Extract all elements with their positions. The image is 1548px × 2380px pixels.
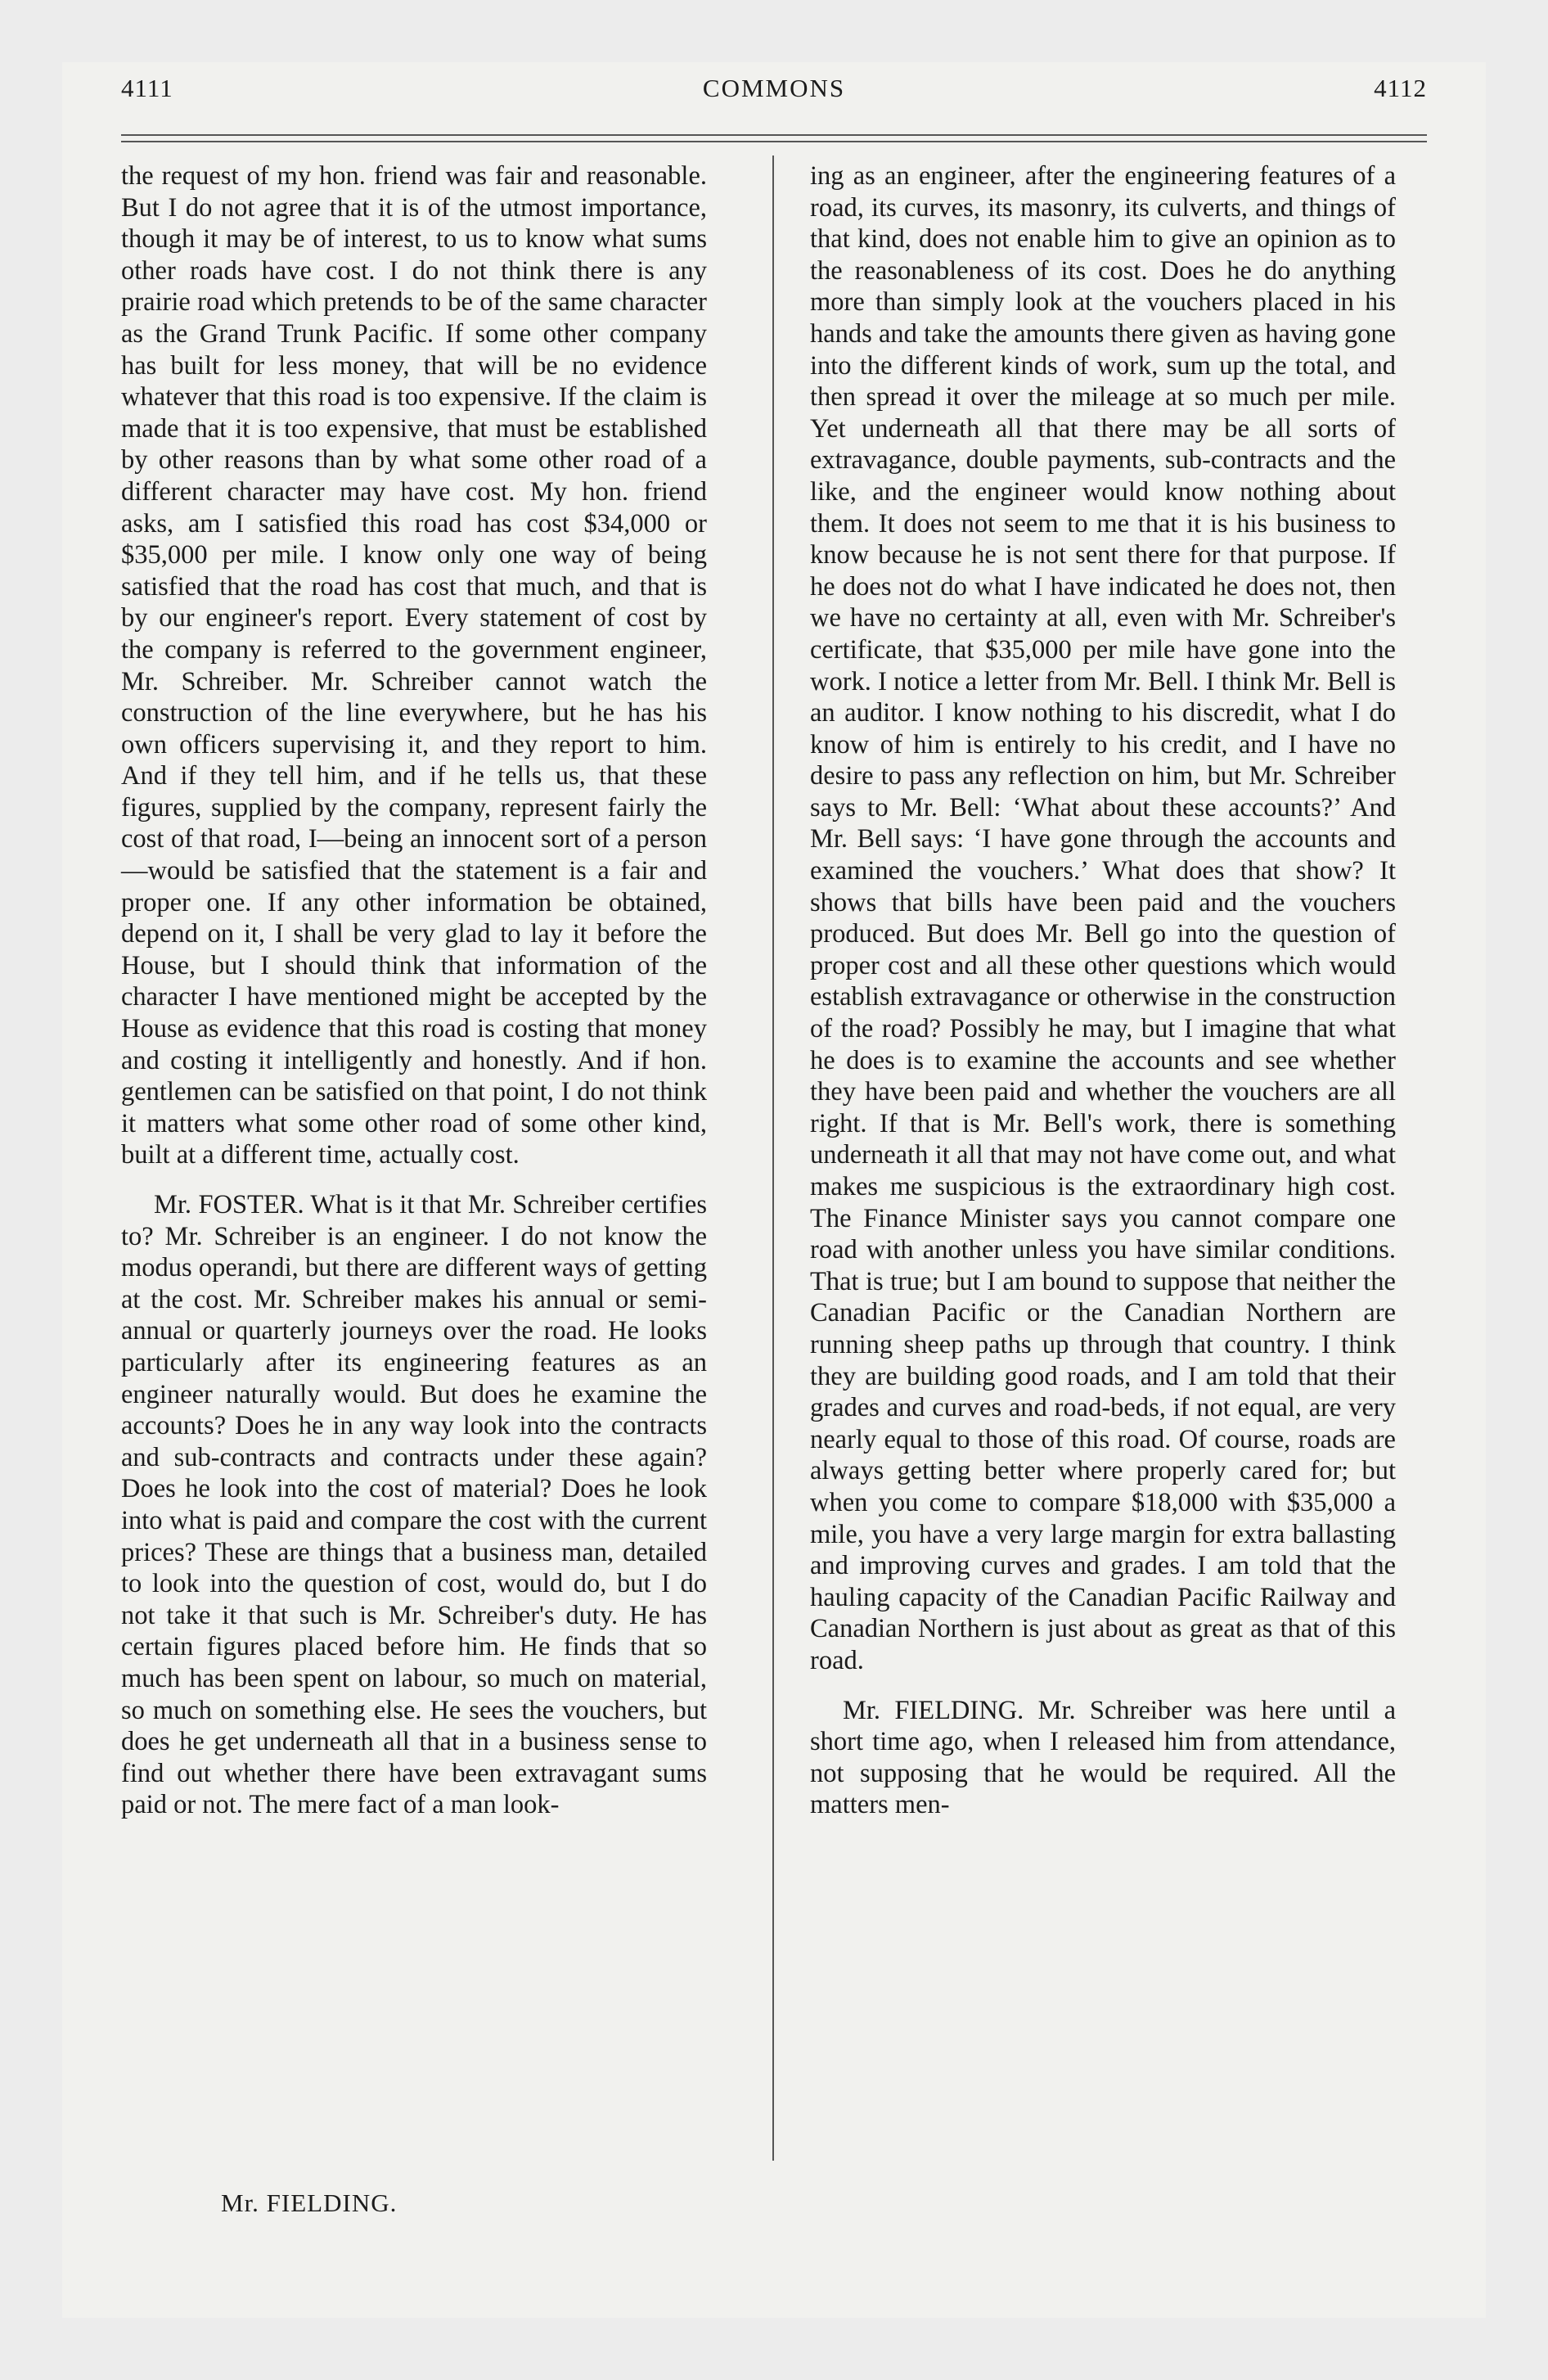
footer-signature: Mr. FIELDING. [221, 2188, 398, 2217]
left-paragraph-2: Mr. FOSTER. What is it that Mr. Schreiber certifies to? Mr. Schreiber is an engineer. I do not know the modus operandi, but there are different ways of getting at the cost. Mr. Schreiber makes his annual or semi-annual or quarterly journeys over the road. He looks particularly after its engineering features as an engineer naturally would. But does he examine the accounts? Does he in any way look into the contracts and sub-contracts and contracts under these again? Does he look into the cost of material? Does he look into what is paid and compare the cost with the current prices? These are things that a business man, detailed to look into the question of cost, would do, but I do not take it that such is Mr. Schreiber's duty. He has certain figures placed before him. He finds that so much has been spent on labour, so much on material, so much on something else. He sees the vouchers, but does he get underneath all that in a business sense to find out whether there have been extravagant sums paid or not. The mere fact of a man look- [121, 1190, 707, 1820]
right-paragraph-2: Mr. FIELDING. Mr. Schreiber was here until a short time ago, when I released him from attendance, not supposing that he would be required. All the matters men- [810, 1695, 1396, 1820]
page-number-left: 4111 [121, 74, 173, 102]
left-column [121, 160, 707, 1821]
page-header [121, 74, 1427, 115]
column-divider [772, 156, 774, 2161]
right-paragraph-1: ing as an engineer, after the engineering features of a road, its curves, its masonry, its culverts, and things of that kind, does not enable him to give an opinion as to the reasonableness of its cost. Does he do anything more than simply look at the vouchers placed in his hands and take the amounts there given as having gone into the different kinds of work, sum up the total, and then spread it over the mileage at so much per mile. Yet underneath all that there may be all sorts of extravagance, double payments, sub-contracts and the like, and the engineer would know nothing about them. It does not seem to me that it is his business to know because he is not sent there for that purpose. If he does not do what I have indicated he does not, then we have no certainty at all, even with Mr. Schreiber's certificate, that $35,000 per mile have gone into the work. I notice a letter from Mr. Bell. I think Mr. Bell is an auditor. I know nothing to his discredit, what I do know of him is entirely to his credit, and I have no desire to pass any reflection on him, but Mr. Schreiber says to Mr. Bell: ‘What about these accounts?’ And Mr. Bell says: ‘I have gone through the accounts and examined the vouchers.’ What does that show? It shows that bills have been paid and the vouchers produced. But does Mr. Bell go into the question of proper cost and all these other questions which would establish extravagance or otherwise in the construction of the road? Possibly he may, but I imagine that what he does is to examine the accounts and see whether they have been paid and whether the vouchers are all right. If that is Mr. Bell's work, there is something underneath it all that may not have come out, and what makes me suspicious is the extraordinary high cost. The Finance Minister says you cannot compare one road with another unless you have similar conditions. That is true; but I am bound to suppose that neither the Canadian Pacific or the Canadian Northern are running sheep paths up through that country. I think they are building good roads, and I am told that their grades and curves and road-beds, if not equal, are very nearly equal to those of this road. Of course, roads are always getting better where properly cared for; but when you come to compare $18,000 with $35,000 a mile, you have a very large margin for extra ballasting and improving curves and grades. I am told that the hauling capacity of the Canadian Pacific Railway and Canadian Northern is just about as great as that of this road. [810, 161, 1396, 1675]
header-rule-bottom [121, 141, 1427, 142]
page-title: COMMONS [702, 74, 846, 102]
right-column [810, 160, 1396, 1821]
page-number-right: 4112 [1374, 74, 1427, 102]
header-rule-top [121, 134, 1427, 136]
left-paragraph-1: the request of my hon. friend was fair and reasonable. But I do not agree that it is of the utmost importance, though it may be of interest, to us to know what sums other roads have cost. I do not think there is any prairie road which pretends to be of the same character as the Grand Trunk Pacific. If some other company has built for less money, that will be no evidence whatever that this road is too expensive. If the claim is made that it is too expensive, that must be established by other reasons than by what some other road of a different character may have cost. My hon. friend asks, am I satisfied this road has cost $34,000 or $35,000 per mile. I know only one way of being satisfied that the road has cost that much, and that is by our engineer's report. Every statement of cost by the company is referred to the government engineer, Mr. Schreiber. Mr. Schreiber cannot watch the construction of the line everywhere, but he has his own officers supervising it, and they report to him. And if they tell him, and if he tells us, that these figures, supplied by the company, represent fairly the cost of that road, I—being an innocent sort of a person—would be satisfied that the statement is a fair and proper one. If any other information be obtained, depend on it, I shall be very glad to lay it before the House, but I should think that information of the character I have mentioned might be accepted by the House as evidence that this road is costing that money and costing it intelligently and honestly. And if hon. gentlemen can be satisfied on that point, I do not think it matters what some other road of some other kind, built at a different time, actually cost. [121, 161, 707, 1170]
